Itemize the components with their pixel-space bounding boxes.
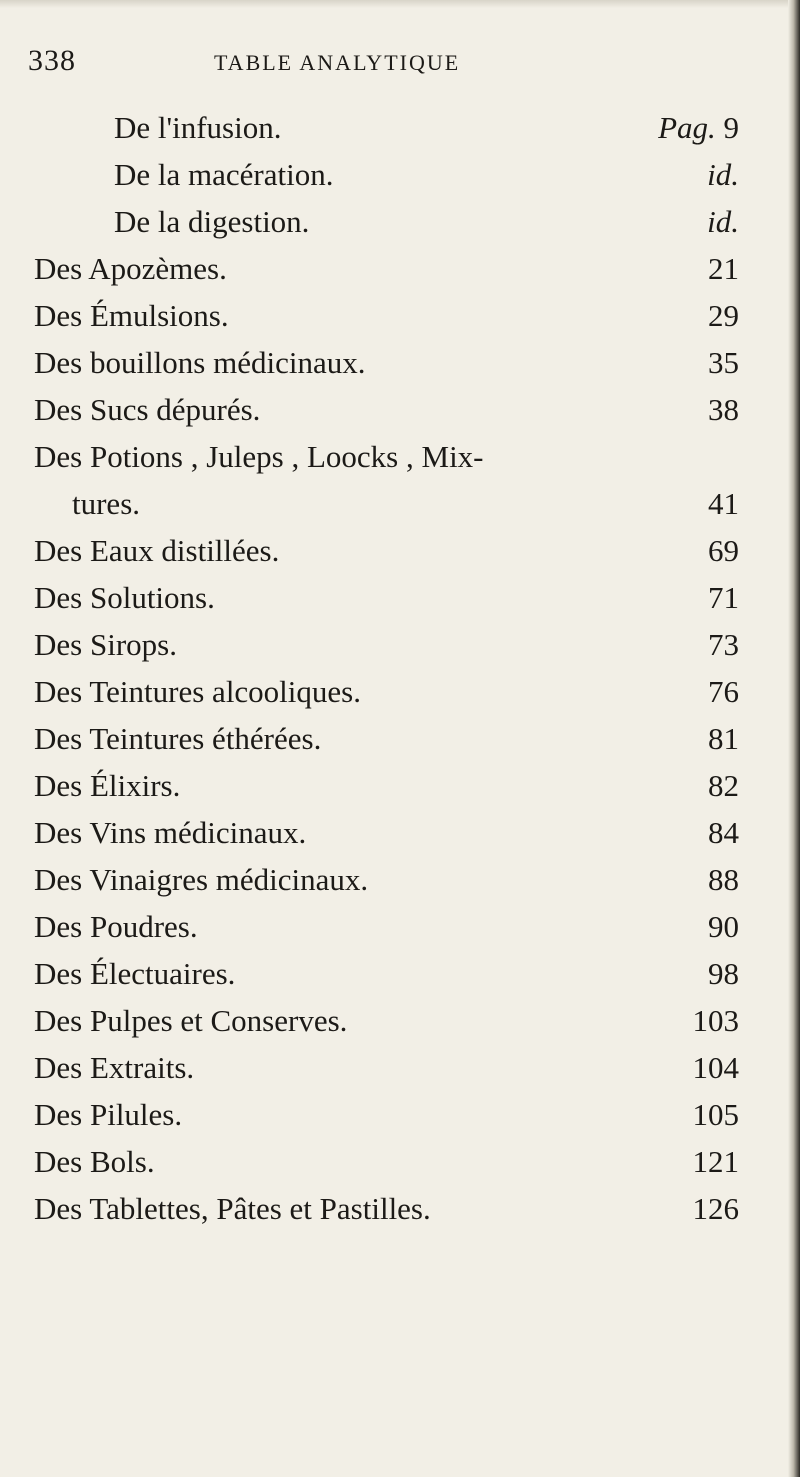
toc-entry-title: Des Vinaigres médicinaux.: [34, 862, 369, 897]
toc-entry: [34, 621, 739, 668]
toc-entry-title: Des Élixirs.: [34, 768, 181, 803]
toc-entry: [34, 480, 739, 527]
toc-entry-page: 105: [692, 1097, 739, 1132]
toc-entry-page: [658, 104, 739, 151]
toc-entry: [34, 950, 739, 997]
page-number-ref: 9: [723, 110, 739, 145]
toc-entry: [34, 527, 739, 574]
toc-entry-page: 71: [708, 580, 739, 615]
toc-entry: [34, 245, 739, 292]
toc-entry: [34, 151, 739, 198]
page-label: Pag.: [658, 110, 716, 145]
toc-entry-title: Des Eaux distillées.: [34, 533, 280, 568]
toc-entry-title: Des Électuaires.: [34, 956, 236, 991]
toc-entry: [34, 339, 739, 386]
toc-entry: [34, 903, 739, 950]
toc-entry-title: Des Bols.: [34, 1144, 155, 1179]
toc-entry-page: 84: [708, 815, 739, 850]
toc-entry-page: 103: [692, 1003, 739, 1038]
toc-entry-page: id.: [707, 157, 739, 192]
toc-entry: [34, 292, 739, 339]
toc-entry-title: Des Extraits.: [34, 1050, 195, 1085]
toc-entry-page: 126: [692, 1191, 739, 1226]
toc-entry-title: Des Vins médicinaux.: [34, 815, 307, 850]
toc-entry: [34, 997, 739, 1044]
page-binding-edge: [788, 0, 800, 1477]
toc-entry-page: 104: [692, 1050, 739, 1085]
toc-entry: [34, 668, 739, 715]
toc-entry-title: Des Émulsions.: [34, 298, 229, 333]
toc-entry: [34, 1044, 739, 1091]
toc-entry: [34, 809, 739, 856]
toc-entry-title: De l'infusion.: [114, 110, 282, 145]
toc-entry-page: 73: [708, 627, 739, 662]
toc-entry-title: De la digestion.: [114, 204, 310, 239]
toc-entry: [34, 198, 739, 245]
toc-entry: [34, 856, 739, 903]
toc-entry-page: 76: [708, 674, 739, 709]
toc-entry: [34, 1185, 739, 1232]
toc-entry-title: Des Sucs dépurés.: [34, 392, 261, 427]
toc-entry-title: De la macération.: [114, 157, 334, 192]
toc-entry-page: 90: [708, 909, 739, 944]
toc-entry-page: 81: [708, 721, 739, 756]
toc-entry-title: Des Apozèmes.: [34, 251, 227, 286]
toc-entry-title: Des Potions , Juleps , Loocks , Mix-: [34, 439, 484, 474]
toc-entry-title: tures.: [72, 486, 141, 521]
toc-entry-title: Des Teintures alcooliques.: [34, 674, 361, 709]
toc-entry-title: Des Pulpes et Conserves.: [34, 1003, 348, 1038]
toc-entry: [34, 1091, 739, 1138]
toc-entry: [34, 574, 739, 621]
toc-entry-page: 98: [708, 956, 739, 991]
toc-entry-title: Des bouillons médicinaux.: [34, 345, 366, 380]
toc-entry: [34, 386, 739, 433]
toc-entry-title: Des Poudres.: [34, 909, 198, 944]
toc-entry: [34, 104, 739, 151]
toc-entry-title: Des Solutions.: [34, 580, 215, 615]
toc-entry: [34, 433, 739, 480]
toc-entry-page: 35: [708, 345, 739, 380]
toc-entry-page: 121: [692, 1144, 739, 1179]
toc-entry-page: 29: [708, 298, 739, 333]
toc-entry-page: 69: [708, 533, 739, 568]
toc-entry-page: 82: [708, 768, 739, 803]
toc-entry-title: Des Teintures éthérées.: [34, 721, 322, 756]
toc-entry-title: Des Tablettes, Pâtes et Pastilles.: [34, 1191, 431, 1226]
toc-entry-page: 21: [708, 251, 739, 286]
page-top-edge: [0, 0, 800, 8]
running-title: TABLE ANALYTIQUE: [214, 50, 461, 75]
page-header: [28, 44, 728, 94]
toc-entry: [34, 1138, 739, 1185]
toc-entry-title: Des Sirops.: [34, 627, 177, 662]
toc-entry-page: 38: [708, 392, 739, 427]
toc-entry: [34, 715, 739, 762]
page-number: 338: [28, 44, 76, 77]
table-of-contents: [34, 104, 739, 1232]
toc-entry-page: 41: [708, 486, 739, 521]
toc-entry-page: 88: [708, 862, 739, 897]
toc-entry-title: Des Pilules.: [34, 1097, 183, 1132]
toc-entry: [34, 762, 739, 809]
toc-entry-page: id.: [707, 204, 739, 239]
